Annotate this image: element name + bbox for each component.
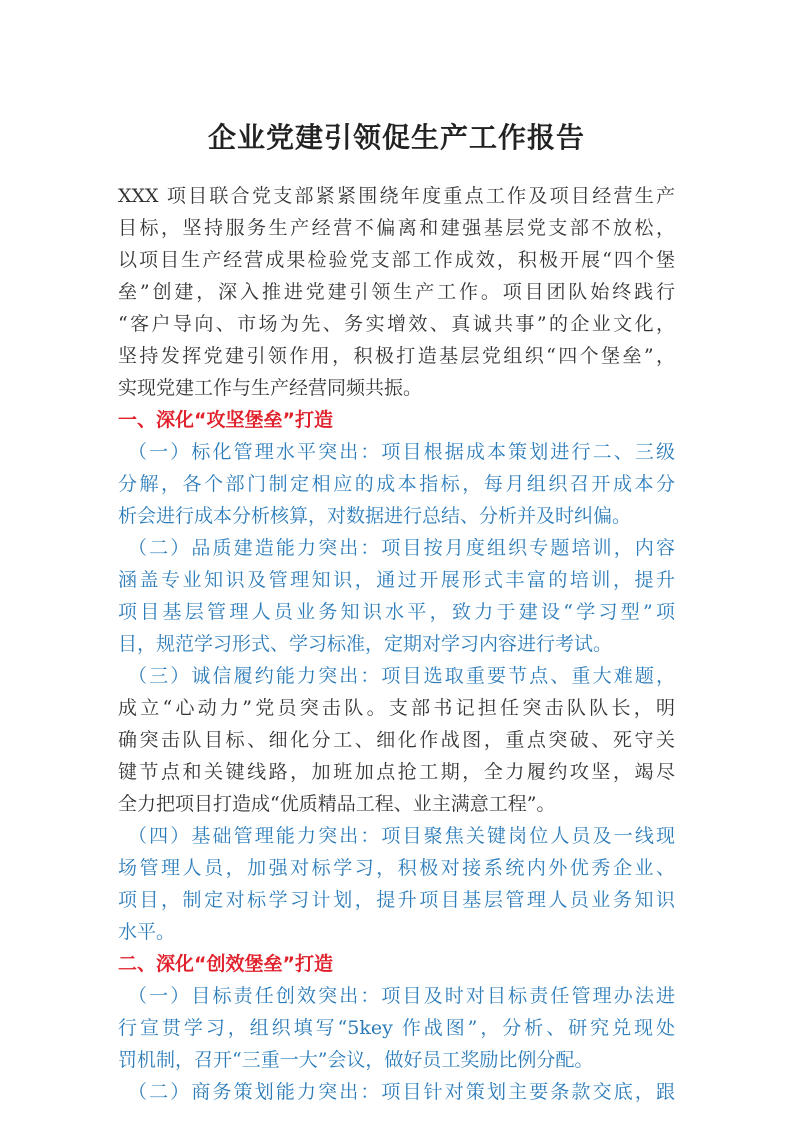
- section1-paragraph-3: [118, 660, 675, 820]
- section1-paragraph-4: [118, 820, 675, 948]
- text-line: 键节点和关键线路，加班加点抢工期，全力履约攻坚，竭尽: [118, 761, 675, 783]
- text-line: 垒”创建，深入推进党建引领生产工作。项目团队始终践行: [118, 281, 675, 303]
- document-body: [118, 180, 675, 1108]
- text-line: 成立“心动力”党员突击队。支部书记担任突击队队长，明: [118, 697, 675, 719]
- text-line: 坚持发挥党建引领作用，积极打造基层党组织“四个堡垒”，: [118, 345, 675, 367]
- text-line: 以项目生产经营成果检验党支部工作成效，积极开展“四个堡: [118, 249, 675, 271]
- text-line: （四）基础管理能力突出：项目聚焦关键岗位人员及一线现: [128, 825, 675, 847]
- text-line: 场管理人员，加强对标学习，积极对接系统内外优秀企业、: [118, 857, 675, 879]
- text-line: （三）诚信履约能力突出：项目选取重要节点、重大难题，: [128, 665, 675, 687]
- section-heading-1: 一、深化“攻坚堡垒”打造: [118, 409, 333, 431]
- text-line: “客户导向、市场为先、务实增效、真诚共事”的企业文化，: [118, 313, 675, 335]
- intro-paragraph: [118, 180, 675, 404]
- text-line: 析会进行成本分析核算，对数据进行总结、分析并及时纠偏。: [118, 505, 632, 527]
- text-line: （一）目标责任创效突出：项目及时对目标责任管理办法进: [128, 985, 675, 1007]
- text-line: （二）商务策划能力突出：项目针对策划主要条款交底，跟: [128, 1081, 675, 1103]
- text-line: 罚机制，召开“三重一大”会议，做好员工奖励比例分配。: [118, 1049, 594, 1071]
- text-line: 项目基层管理人员业务知识水平，致力于建设“学习型”项: [118, 601, 675, 623]
- text-line: 目，规范学习形式、学习标准，定期对学习内容进行考试。: [118, 633, 613, 655]
- section1-paragraph-2: [118, 532, 675, 660]
- text-line: 实现党建工作与生产经营同频共振。: [118, 377, 423, 399]
- text-line: （二）品质建造能力突出：项目按月度组织专题培训，内容: [128, 537, 675, 559]
- section2-paragraph-1: [118, 980, 675, 1076]
- text-line: 项目，制定对标学习计划，提升项目基层管理人员业务知识: [118, 889, 675, 911]
- text-line: 分解，各个部门制定相应的成本指标，每月组织召开成本分: [118, 473, 675, 495]
- section1-paragraph-1: [118, 436, 675, 532]
- text-line: 行宣贯学习，组织填写“5key 作战图”，分析、研究兑现处: [118, 1017, 675, 1039]
- text-line: 涵盖专业知识及管理知识，通过开展形式丰富的培训，提升: [118, 569, 675, 591]
- text-line: 水平。: [118, 921, 176, 943]
- text-line: （一）标化管理水平突出：项目根据成本策划进行二、三级: [128, 441, 675, 463]
- text-line: 目标，坚持服务生产经营不偏离和建强基层党支部不放松，: [118, 217, 675, 239]
- document-title: 企业党建引领促生产工作报告: [207, 121, 585, 154]
- section-heading-2: 二、深化“创效堡垒”打造: [118, 953, 333, 975]
- section2-paragraph-2: [118, 1076, 675, 1108]
- text-line: 确突击队目标、细化分工、细化作战图，重点突破、死守关: [118, 729, 675, 751]
- text-line: XXX 项目联合党支部紧紧围绕年度重点工作及项目经营生产: [118, 185, 675, 207]
- text-line: 全力把项目打造成“优质精品工程、业主满意工程”。: [118, 793, 556, 815]
